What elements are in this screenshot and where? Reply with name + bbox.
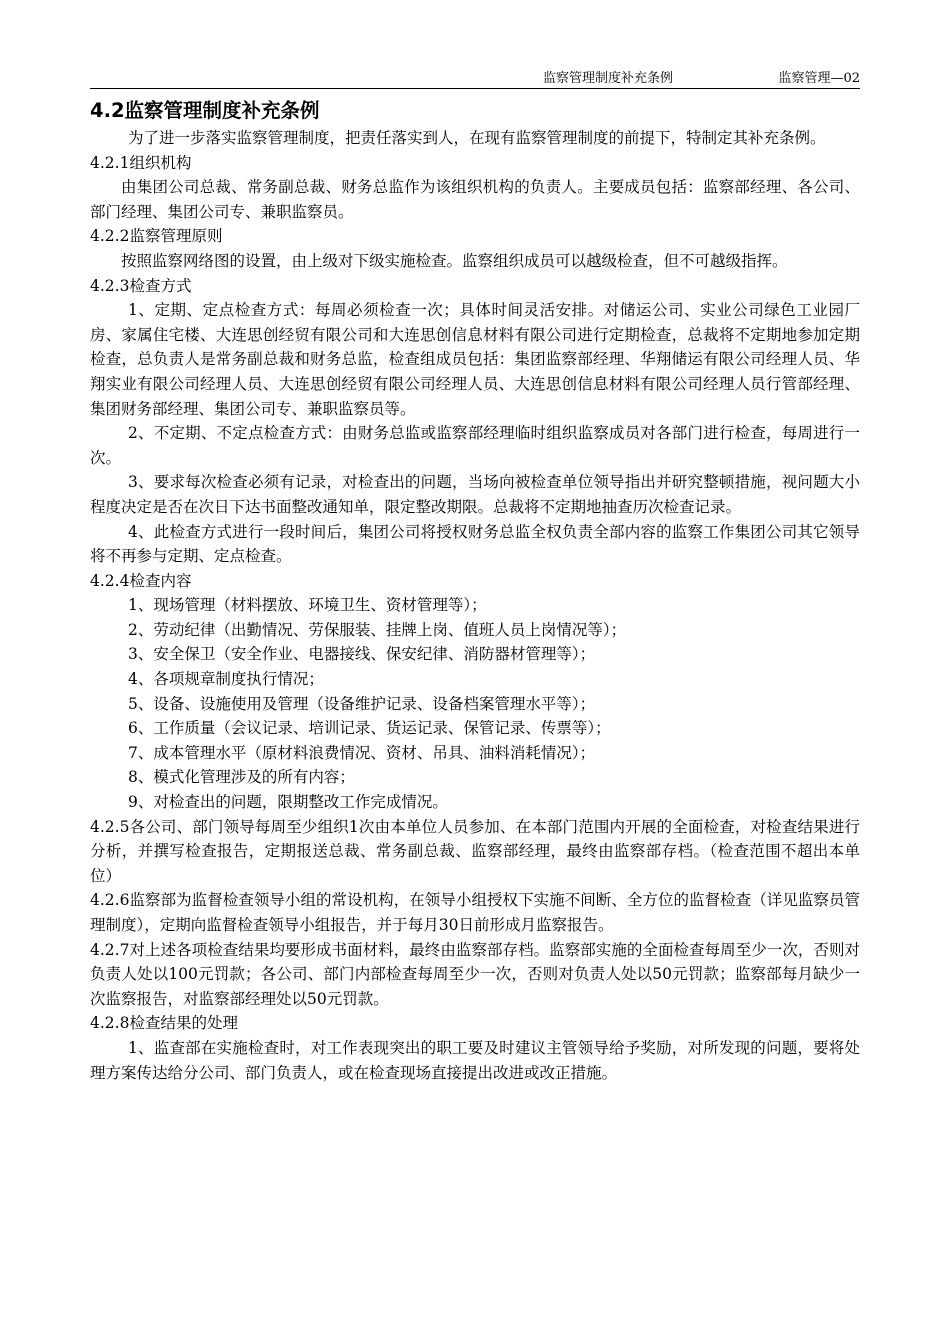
page-header [90, 60, 860, 89]
list-item: 4、各项规章制度执行情况； [128, 670, 324, 689]
intro-paragraph: 为了进一步落实监察管理制度，把责任落实到人，在现有监察管理制度的前提下，特制定其补充条例。 [128, 129, 826, 147]
section-paragraph: 由集团公司总裁、常务副总裁、财务总监作为该组织机构的负责人。主要成员包括：监察部经理、各公司、部门经理、集团公司专、兼职监察员。 [90, 178, 860, 221]
section-heading: 4.2.3检查方式 [90, 276, 192, 295]
section-heading: 4.2.8检查结果的处理 [90, 1014, 238, 1033]
list-item: 9、对检查出的问题，限期整改工作完成情况。 [128, 793, 448, 812]
section-heading: 4.2.4检查内容 [90, 571, 192, 590]
document-body [90, 98, 860, 1085]
list-item: 3、安全保卫（安全作业、电器接线、保安纪律、消防器材管理等）； [128, 645, 596, 664]
section-paragraph: 按照监察网络图的设置，由上级对下级实施检查。监察组织成员可以越级检查，但不可越级指挥。 [121, 251, 788, 270]
section-paragraph: 4.2.6监察部为监督检查领导小组的常设机构，在领导小组授权下实施不间断、全方位的监督检查（详见监察员管理制度），定期向监督检查领导小组报告，并于每月30日前形成月监察报告。 [90, 891, 860, 934]
section-paragraph: 1、定期、定点检查方式：每周必须检查一次；具体时间灵活安排。对储运公司、实业公司绿色工业园厂房、家属住宅楼、大连思创经贸有限公司和大连思创信息材料有限公司进行定期检查，总裁将不定期地参加定期检查，总负责人是常务副总裁和财务总监，检查组成员包括：集团监察部经理、华翔储运有限公司经理人员、华翔实业有限公司经理人员、大连思创经贸有限公司经理人员、大连思创信息材料有限公司经理人员行管部经理、集团财务部经理、集团公司专、兼职监察员等。 [90, 301, 860, 418]
list-item: 6、工作质量（会议记录、培训记录、货运记录、保管记录、传票等）； [128, 719, 611, 738]
header-doc-name: 监察管理制度补充条例 [542, 71, 673, 86]
list-item: 1、现场管理（材料摆放、环境卫生、资材管理等）； [128, 596, 487, 615]
list-item: 5、设备、设施使用及管理（设备维护记录、设备档案管理水平等）； [128, 694, 596, 713]
section-paragraph: 1、监查部在实施检查时，对工作表现突出的职工要及时建议主管领导给予奖励，对所发现的问题，要将处理方案传达给分公司、部门负责人，或在检查现场直接提出改进或改正措施。 [90, 1038, 860, 1082]
list-item: 8、模式化管理涉及的所有内容； [128, 768, 355, 787]
page-title: 4.2监察管理制度补充条例 [90, 99, 320, 122]
section-paragraph: 4、此检查方式进行一段时间后，集团公司将授权财务总监全权负责全部内容的监察工作集团公司其它领导将不再参与定期、定点检查。 [90, 522, 860, 566]
section-heading: 4.2.2监察管理原则 [90, 227, 223, 246]
list-item: 7、成本管理水平（原材料浪费情况、资材、吊具、油料消耗情况）； [128, 743, 596, 762]
header-doc-code: 监察管理—02 [778, 71, 860, 86]
section-paragraph: 3、要求每次检查必须有记录，对检查出的问题，当场向被检查单位领导指出并研究整顿措施，视问题大小程度决定是否在次日下达书面整改通知单，限定整改期限。总裁将不定期地抽查历次检查记录。 [90, 473, 860, 516]
section-paragraph: 4.2.5各公司、部门领导每周至少组织1次由本单位人员参加、在本部门范围内开展的全面检查，对检查结果进行分析，并撰写检查报告，定期报送总裁、常务副总裁、监察部经理，最终由监察部存档。（检查范围不超出本单位） [90, 817, 860, 885]
section-paragraph: 4.2.7对上述各项检查结果均要形成书面材料，最终由监察部存档。监察部实施的全面检查每周至少一次，否则对负责人处以100元罚款；各公司、部门内部检查每周至少一次，否则对负责人处以50元罚款；监察部每月缺少一次监察报告，对监察部经理处以50元罚款。 [90, 940, 860, 1008]
list-item: 2、劳动纪律（出勤情况、劳保服装、挂牌上岗、值班人员上岗情况等）； [128, 620, 627, 639]
section-paragraph: 2、不定期、不定点检查方式：由财务总监或监察部经理临时组织监察成员对各部门进行检查，每周进行一次。 [90, 424, 860, 467]
section-heading: 4.2.1组织机构 [90, 153, 192, 172]
